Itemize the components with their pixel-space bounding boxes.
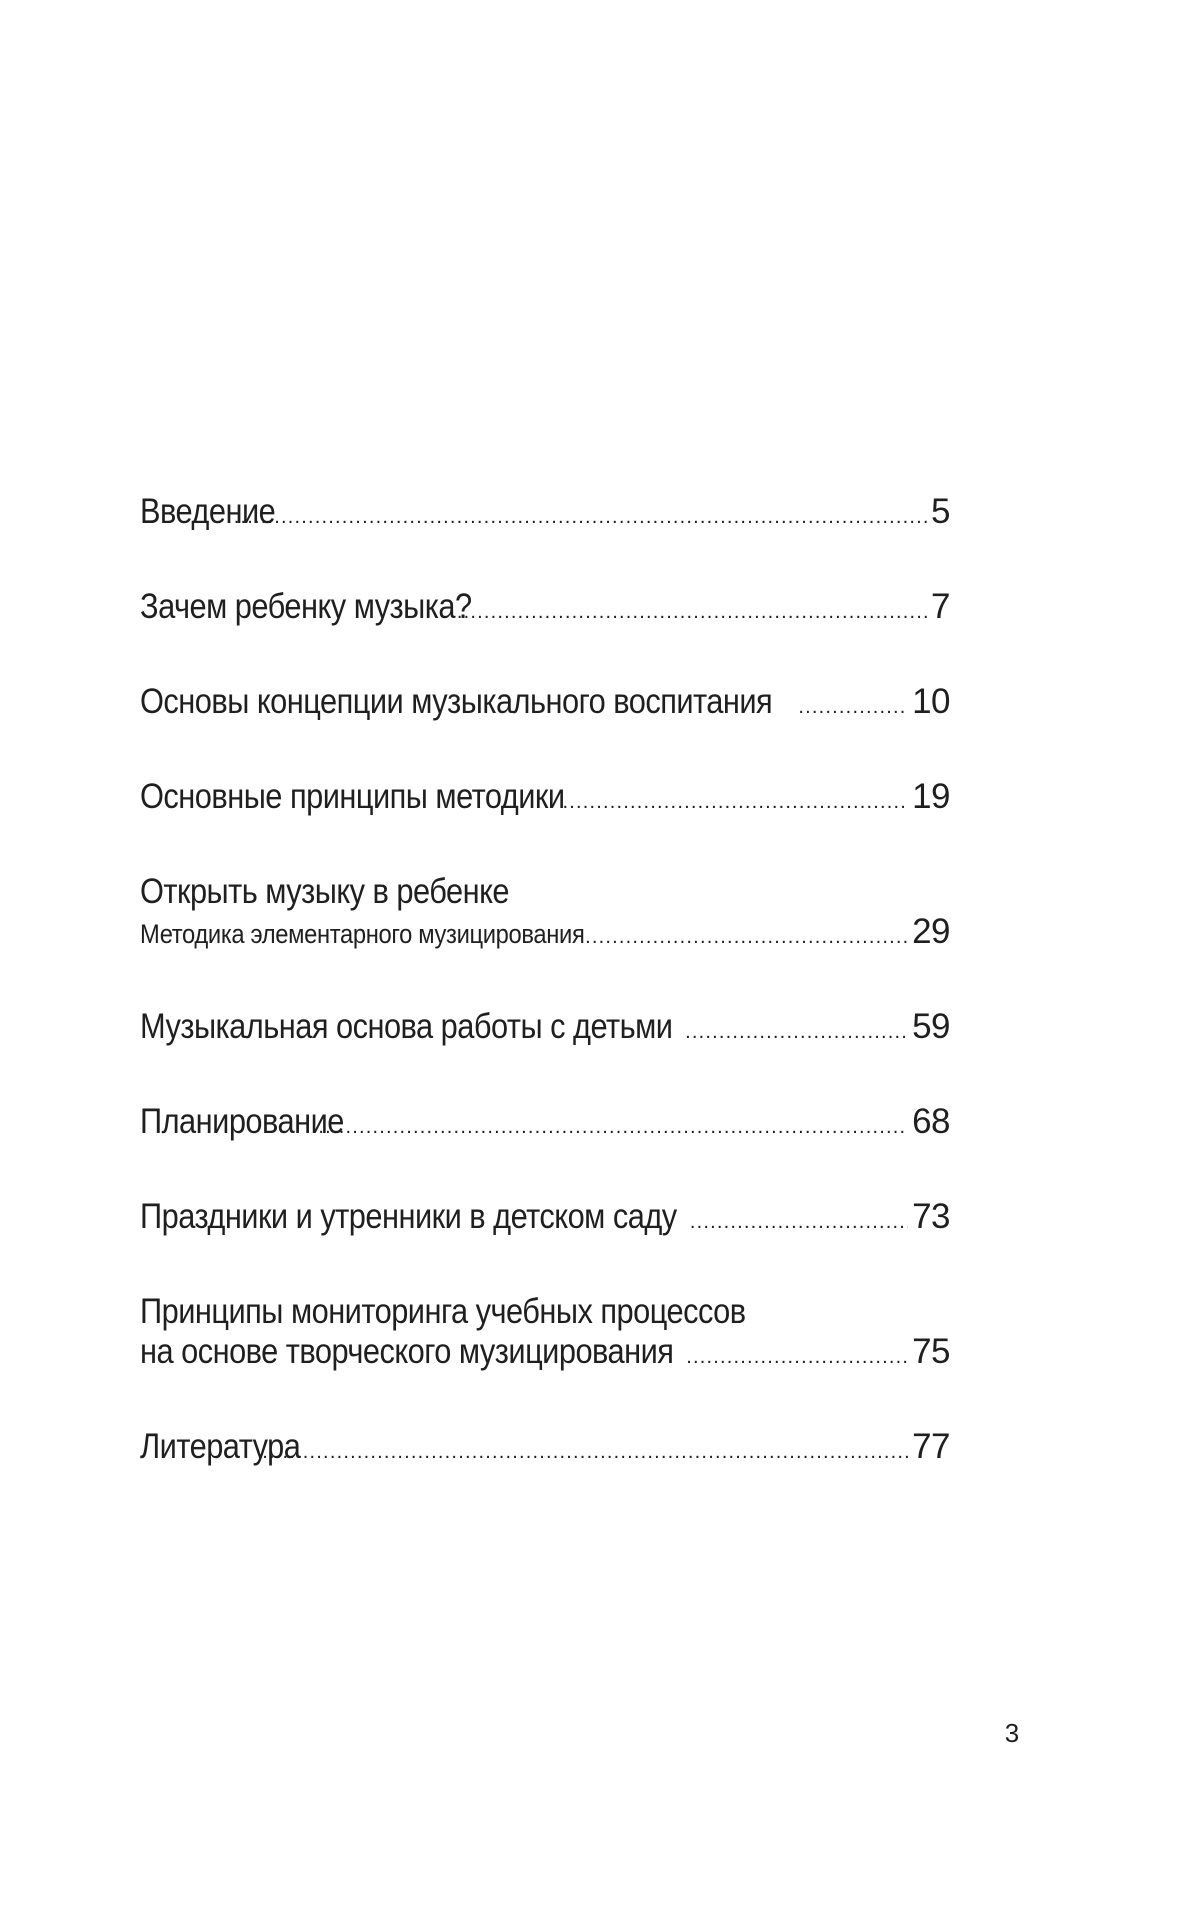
toc-entry-page: 59 [912,1007,950,1046]
toc-row [140,1332,950,1372]
toc-entry-planning [140,1102,950,1142]
dot-leader [234,497,927,537]
toc-entry-page: 68 [912,1102,950,1141]
toc-entry-holidays [140,1197,950,1237]
toc-entry-title: Планирование [140,1102,344,1141]
dot-leader [686,1337,908,1377]
toc-entry-title: Литература [140,1427,301,1466]
toc-entry-title: Открыть музыку в ребенке [140,872,510,911]
dot-leader [457,592,927,632]
toc-row [140,1007,950,1047]
page-number: 3 [1004,1718,1020,1748]
dot-leader [685,1012,908,1052]
toc-entry-page: 73 [912,1197,950,1236]
toc-entry-page: 29 [912,912,950,951]
toc-entry-title: Праздники и утренники в детском саду [140,1197,677,1236]
toc-row [140,682,950,722]
toc-row [140,1102,950,1142]
toc-entry-page: 77 [912,1427,950,1466]
dot-leader [798,687,908,727]
toc-row [140,1197,950,1237]
toc-row [140,912,950,952]
toc-entry-title: Музыкальная основа работы с детьми [140,1007,673,1046]
toc-entry-page: 10 [912,682,950,721]
toc-entry-literature [140,1427,950,1467]
toc-entry-monitoring [140,1292,950,1372]
toc-entry-title-continued: на основе творческого музицирования [140,1332,674,1371]
dot-leader [690,1202,908,1242]
table-of-contents [140,492,950,1522]
toc-entry-method-principles [140,777,950,817]
toc-entry-concept-foundations [140,682,950,722]
dot-leader [312,1107,908,1147]
toc-row [140,492,950,532]
toc-entry-title: Зачем ребенку музыка? [140,587,472,626]
toc-entry-page: 19 [912,777,950,816]
toc-row [140,1427,950,1467]
toc-entry-title: Основные принципы методики [140,777,565,816]
toc-entry-page: 5 [931,492,950,531]
toc-entry-subtitle: Методика элементарного музицирования [140,919,585,949]
toc-entry-musical-basis [140,1007,950,1047]
toc-row [140,587,950,627]
toc-row [140,777,950,817]
toc-entry-title: Введение [140,492,276,531]
dot-leader [585,917,908,957]
toc-entry-title: Основы концепции музыкального воспитания [140,682,773,721]
toc-entry-title: Принципы мониторинга учебных процессов [140,1292,746,1331]
dot-leader [562,782,908,822]
toc-entry-why-music [140,587,950,627]
toc-entry-discover-music [140,872,950,952]
toc-entry-page: 7 [931,587,950,626]
toc-entry-page: 75 [912,1332,950,1371]
toc-entry-introduction [140,492,950,532]
dot-leader [262,1432,908,1472]
